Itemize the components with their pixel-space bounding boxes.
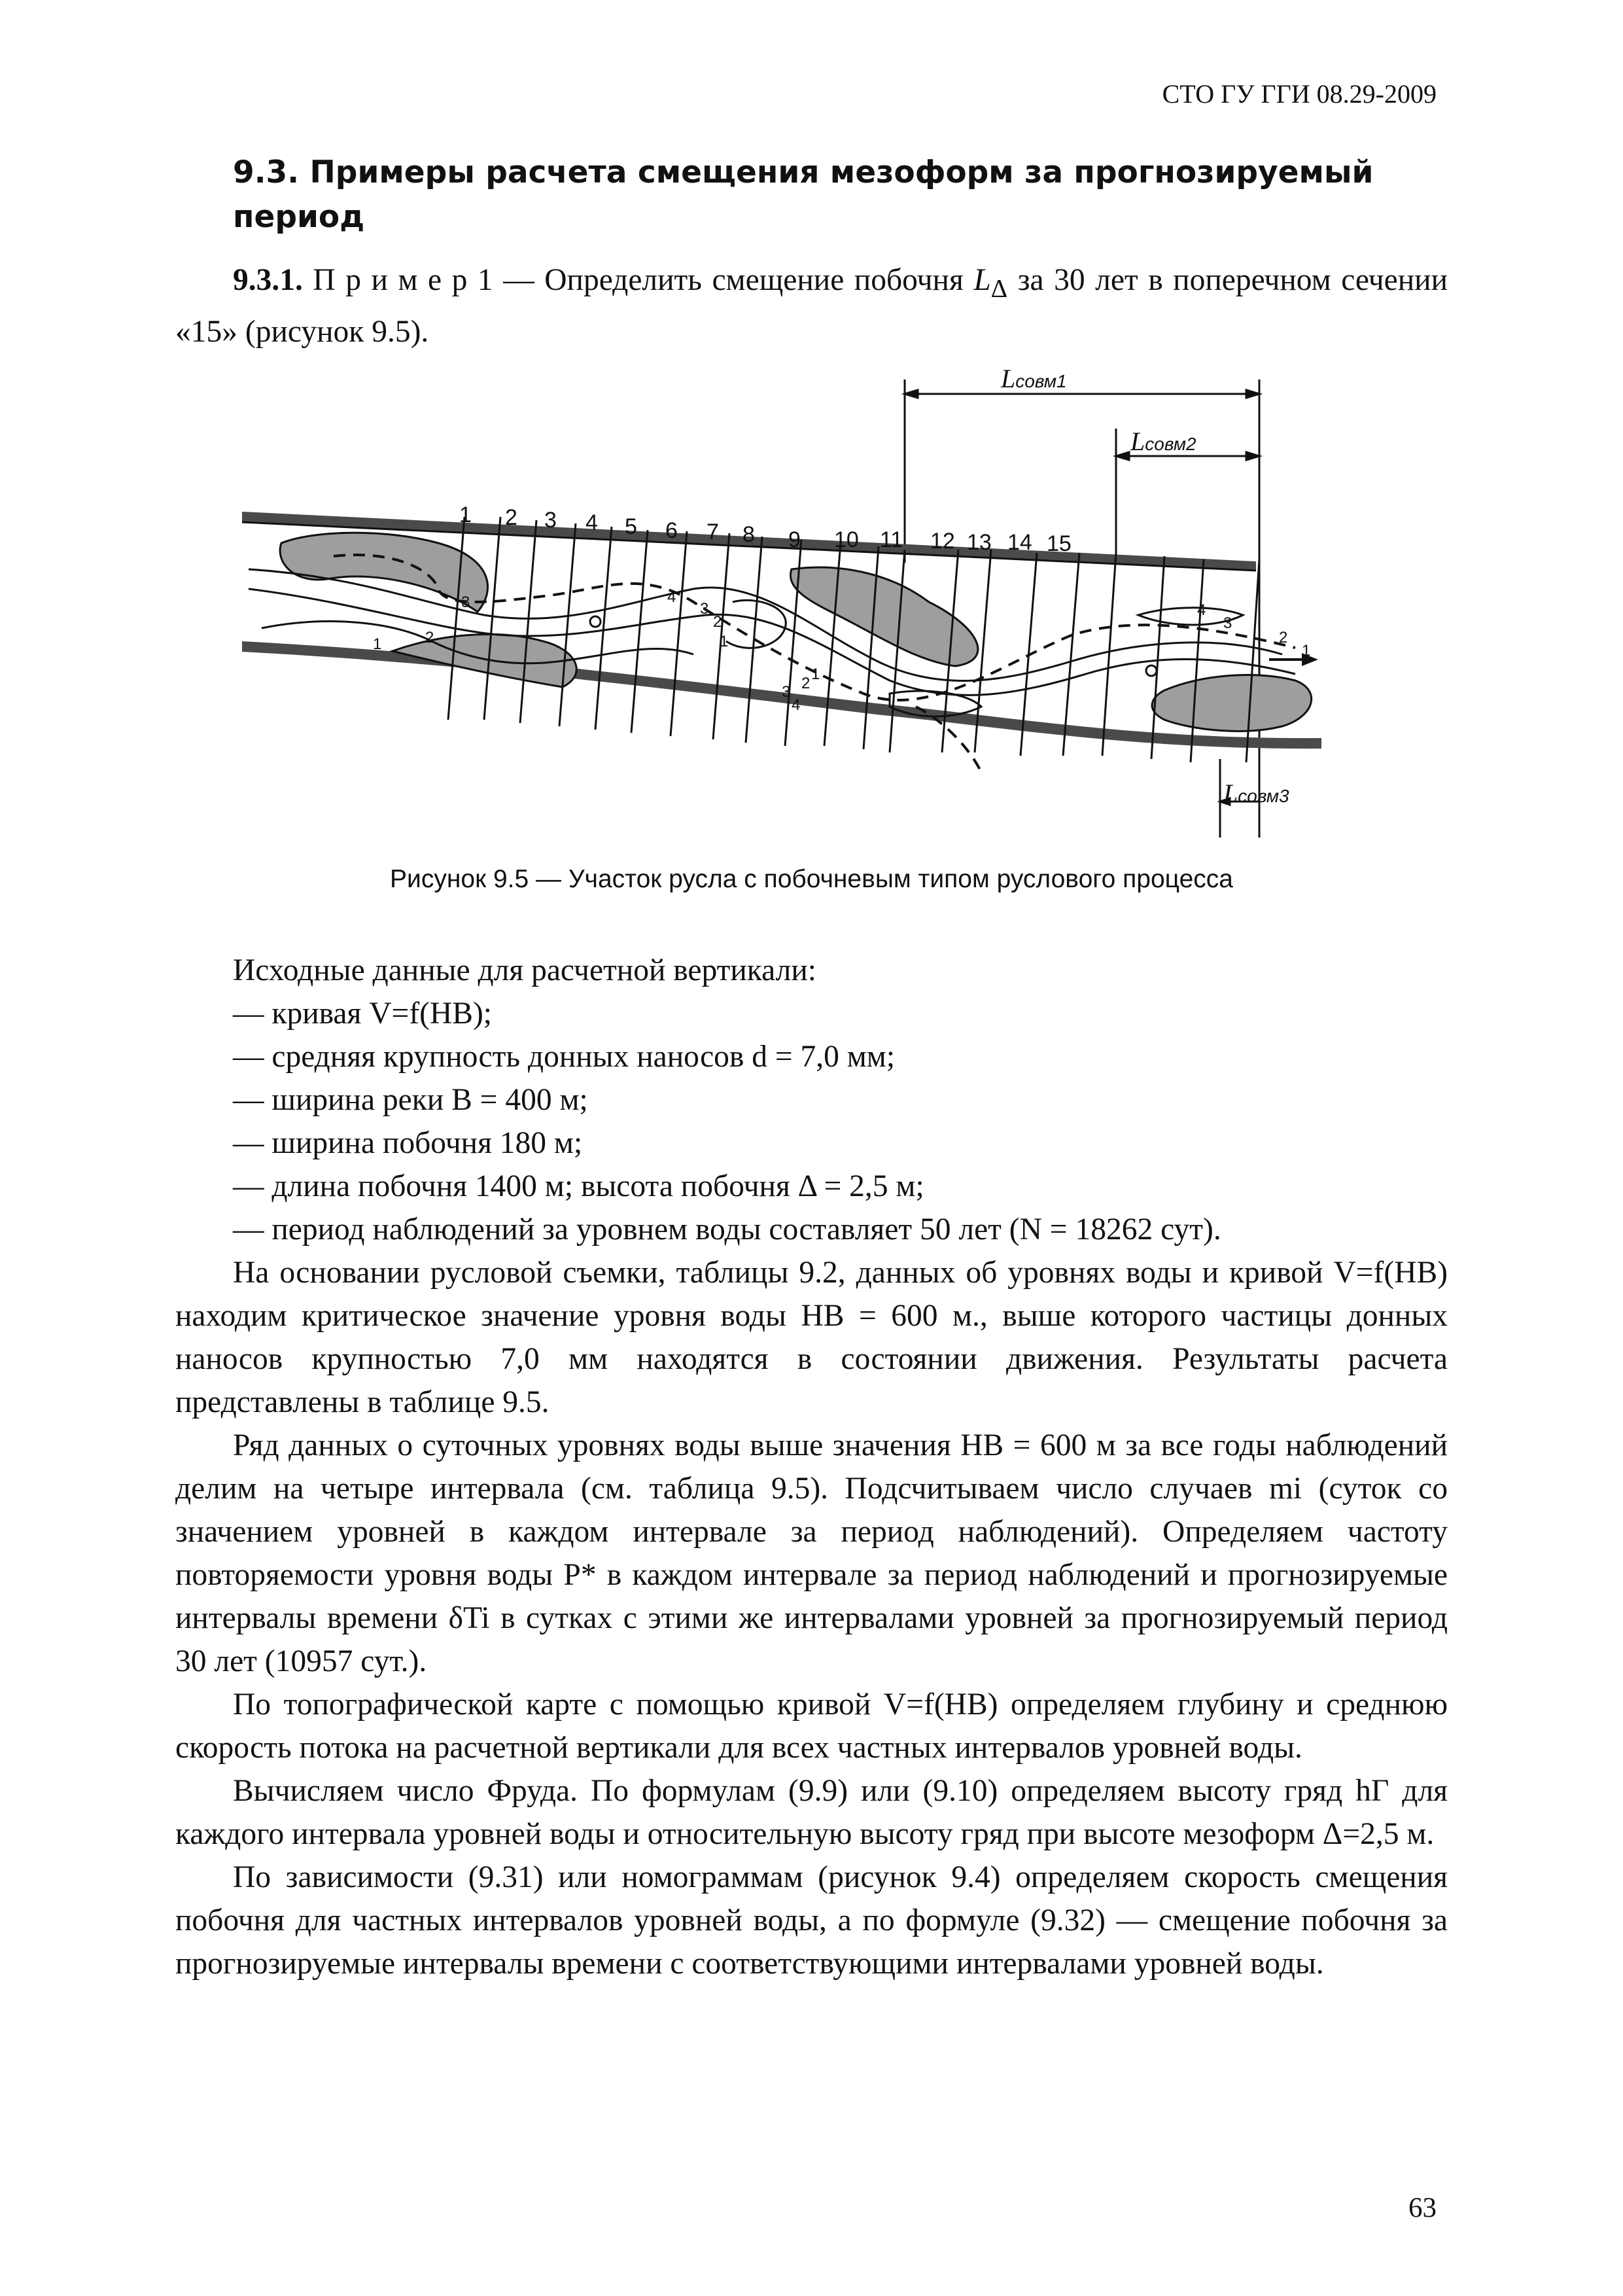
dim-sub-2: совм2 xyxy=(1145,434,1196,454)
source-item: — ширина реки B = 400 м; xyxy=(233,1083,588,1117)
section-label-11: 11 xyxy=(880,527,903,552)
source-item: — ширина побочня 180 м; xyxy=(233,1126,583,1160)
section-labels xyxy=(459,503,1072,556)
example-text-before: — Определить смещение побочня xyxy=(493,263,974,297)
contour-label-7: 1 xyxy=(720,633,729,650)
section-label-14: 14 xyxy=(1007,530,1032,555)
source-data-block xyxy=(175,949,1448,1985)
section-label-6: 6 xyxy=(665,518,678,543)
source-item: — кривая V=f(HB); xyxy=(233,997,492,1031)
contour-label-6: 2 xyxy=(713,613,722,631)
body-paragraph: На основании русловой съемки, таблицы 9.2, данных об уровнях воды и кривой V=f(HB) находим критическое значение уровня воды HB = 600 м., выше которого частицы донных наносов крупностью 7,0 мм находятся в состоянии движения. Результаты расчета представлены в таблице 9.5. xyxy=(175,1256,1448,1419)
contour-label-4: 4 xyxy=(667,588,676,606)
contour-label-1: 1 xyxy=(373,635,382,653)
section-label-4: 4 xyxy=(585,510,598,535)
section-label-5: 5 xyxy=(625,514,637,539)
riverbed-figure xyxy=(222,353,1380,857)
section-label-12: 12 xyxy=(930,529,955,554)
section-label-2: 2 xyxy=(505,505,517,530)
section-label-13: 13 xyxy=(967,530,992,555)
svg-text:Lсовм1 xyxy=(1000,364,1067,393)
dim-sub-1: совм1 xyxy=(1015,371,1067,391)
body-paragraph: По топографической карте с помощью кривой V=f(HB) определяем глубину и среднюю скорость потока на расчетной вертикали для всех частных интервалов уровней воды. xyxy=(175,1687,1448,1765)
source-item: — средняя крупность донных наносов d = 7,0 мм; xyxy=(233,1040,896,1074)
contour-label-11: 1 xyxy=(811,665,820,683)
contour-label-2: 2 xyxy=(425,629,434,646)
contour-label-3: 3 xyxy=(461,593,470,611)
symbol-l: L xyxy=(973,263,991,297)
dim-sub-3: совм3 xyxy=(1238,786,1289,806)
page-number: 63 xyxy=(1408,2193,1437,2223)
contour-label-12: 4 xyxy=(1197,601,1206,619)
flow-arrow xyxy=(1269,653,1318,666)
source-intro: Исходные данные для расчетной вертикали: xyxy=(233,953,816,987)
contour-label-14: 2 xyxy=(1279,629,1288,646)
section-label-15: 15 xyxy=(1047,531,1072,556)
section-label-10: 10 xyxy=(834,527,859,552)
dim-l-2: L xyxy=(1130,427,1145,456)
contour-label-5: 3 xyxy=(700,600,709,618)
contour-label-10: 2 xyxy=(801,675,811,692)
svg-text:Lсовм3 xyxy=(1223,779,1289,808)
contour-label-15: 1 xyxy=(1302,642,1311,660)
cross-sections xyxy=(448,517,1259,762)
section-label-3: 3 xyxy=(544,508,557,533)
contour-label-9: 3 xyxy=(782,683,791,701)
section-label-7: 7 xyxy=(707,520,719,544)
example-label: П р и м е р 1 xyxy=(313,263,493,297)
example-paragraph xyxy=(175,258,1448,353)
document-code: СТО ГУ ГГИ 08.29-2009 xyxy=(1162,79,1437,109)
source-item: — период наблюдений за уровнем воды составляет 50 лет (N = 18262 сут). xyxy=(233,1212,1221,1246)
example-number: 9.3.1. xyxy=(233,263,303,297)
body-paragraph: По зависимости (9.31) или номограммам (рисунок 9.4) определяем скорость смещения побочня для частных интервалов уровней воды, а по формуле (9.32) — смещение побочня за прогнозируемые интервалы времени с соответствующими интервалами уровней воды. xyxy=(175,1860,1448,1981)
body-paragraph: Вычисляем число Фруда. По формулам (9.9) или (9.10) определяем высоту гряд hГ для каждого интервала уровней воды и относительную высоту гряд при высоте мезоформ Δ=2,5 м. xyxy=(175,1774,1448,1851)
contour-label-8: 4 xyxy=(792,696,801,714)
section-label-9: 9 xyxy=(788,527,801,552)
section-label-1: 1 xyxy=(459,503,472,527)
section-label-8: 8 xyxy=(742,522,755,547)
example-text-after: за 30 лет в поперечном сечении «15» (рисунок 9.5). xyxy=(175,263,1448,349)
dim-l-1: L xyxy=(1001,364,1016,393)
section-title: 9.3. Примеры расчета смещения мезоформ за прогнозируемый период xyxy=(233,154,1374,235)
source-item: — длина побочня 1400 м; высота побочня Δ = 2,5 м; xyxy=(233,1169,924,1203)
symbol-sub: Δ xyxy=(990,274,1008,303)
figure-caption: Рисунок 9.5 — Участок русла с побочневым типом руслового процесса xyxy=(390,865,1233,893)
svg-text:Lсовм2 xyxy=(1130,427,1196,456)
body-paragraph: Ряд данных о суточных уровнях воды выше значения HB = 600 м за все годы наблюдений делим на четыре интервала (см. таблица 9.5). Подсчитываем число случаев mi (суток со значением уровней в каждом интервале за период наблюдений). Определяем частоту повторяемости уровня воды P* в каждом интервале за период наблюдений и прогнозируемые интервалы времени δTi в сутках с этими же интервалами уровней за прогнозируемый период 30 лет (10957 сут.). xyxy=(175,1428,1448,1678)
dim-l-3: L xyxy=(1223,779,1238,808)
contour-label-13: 3 xyxy=(1223,614,1232,632)
